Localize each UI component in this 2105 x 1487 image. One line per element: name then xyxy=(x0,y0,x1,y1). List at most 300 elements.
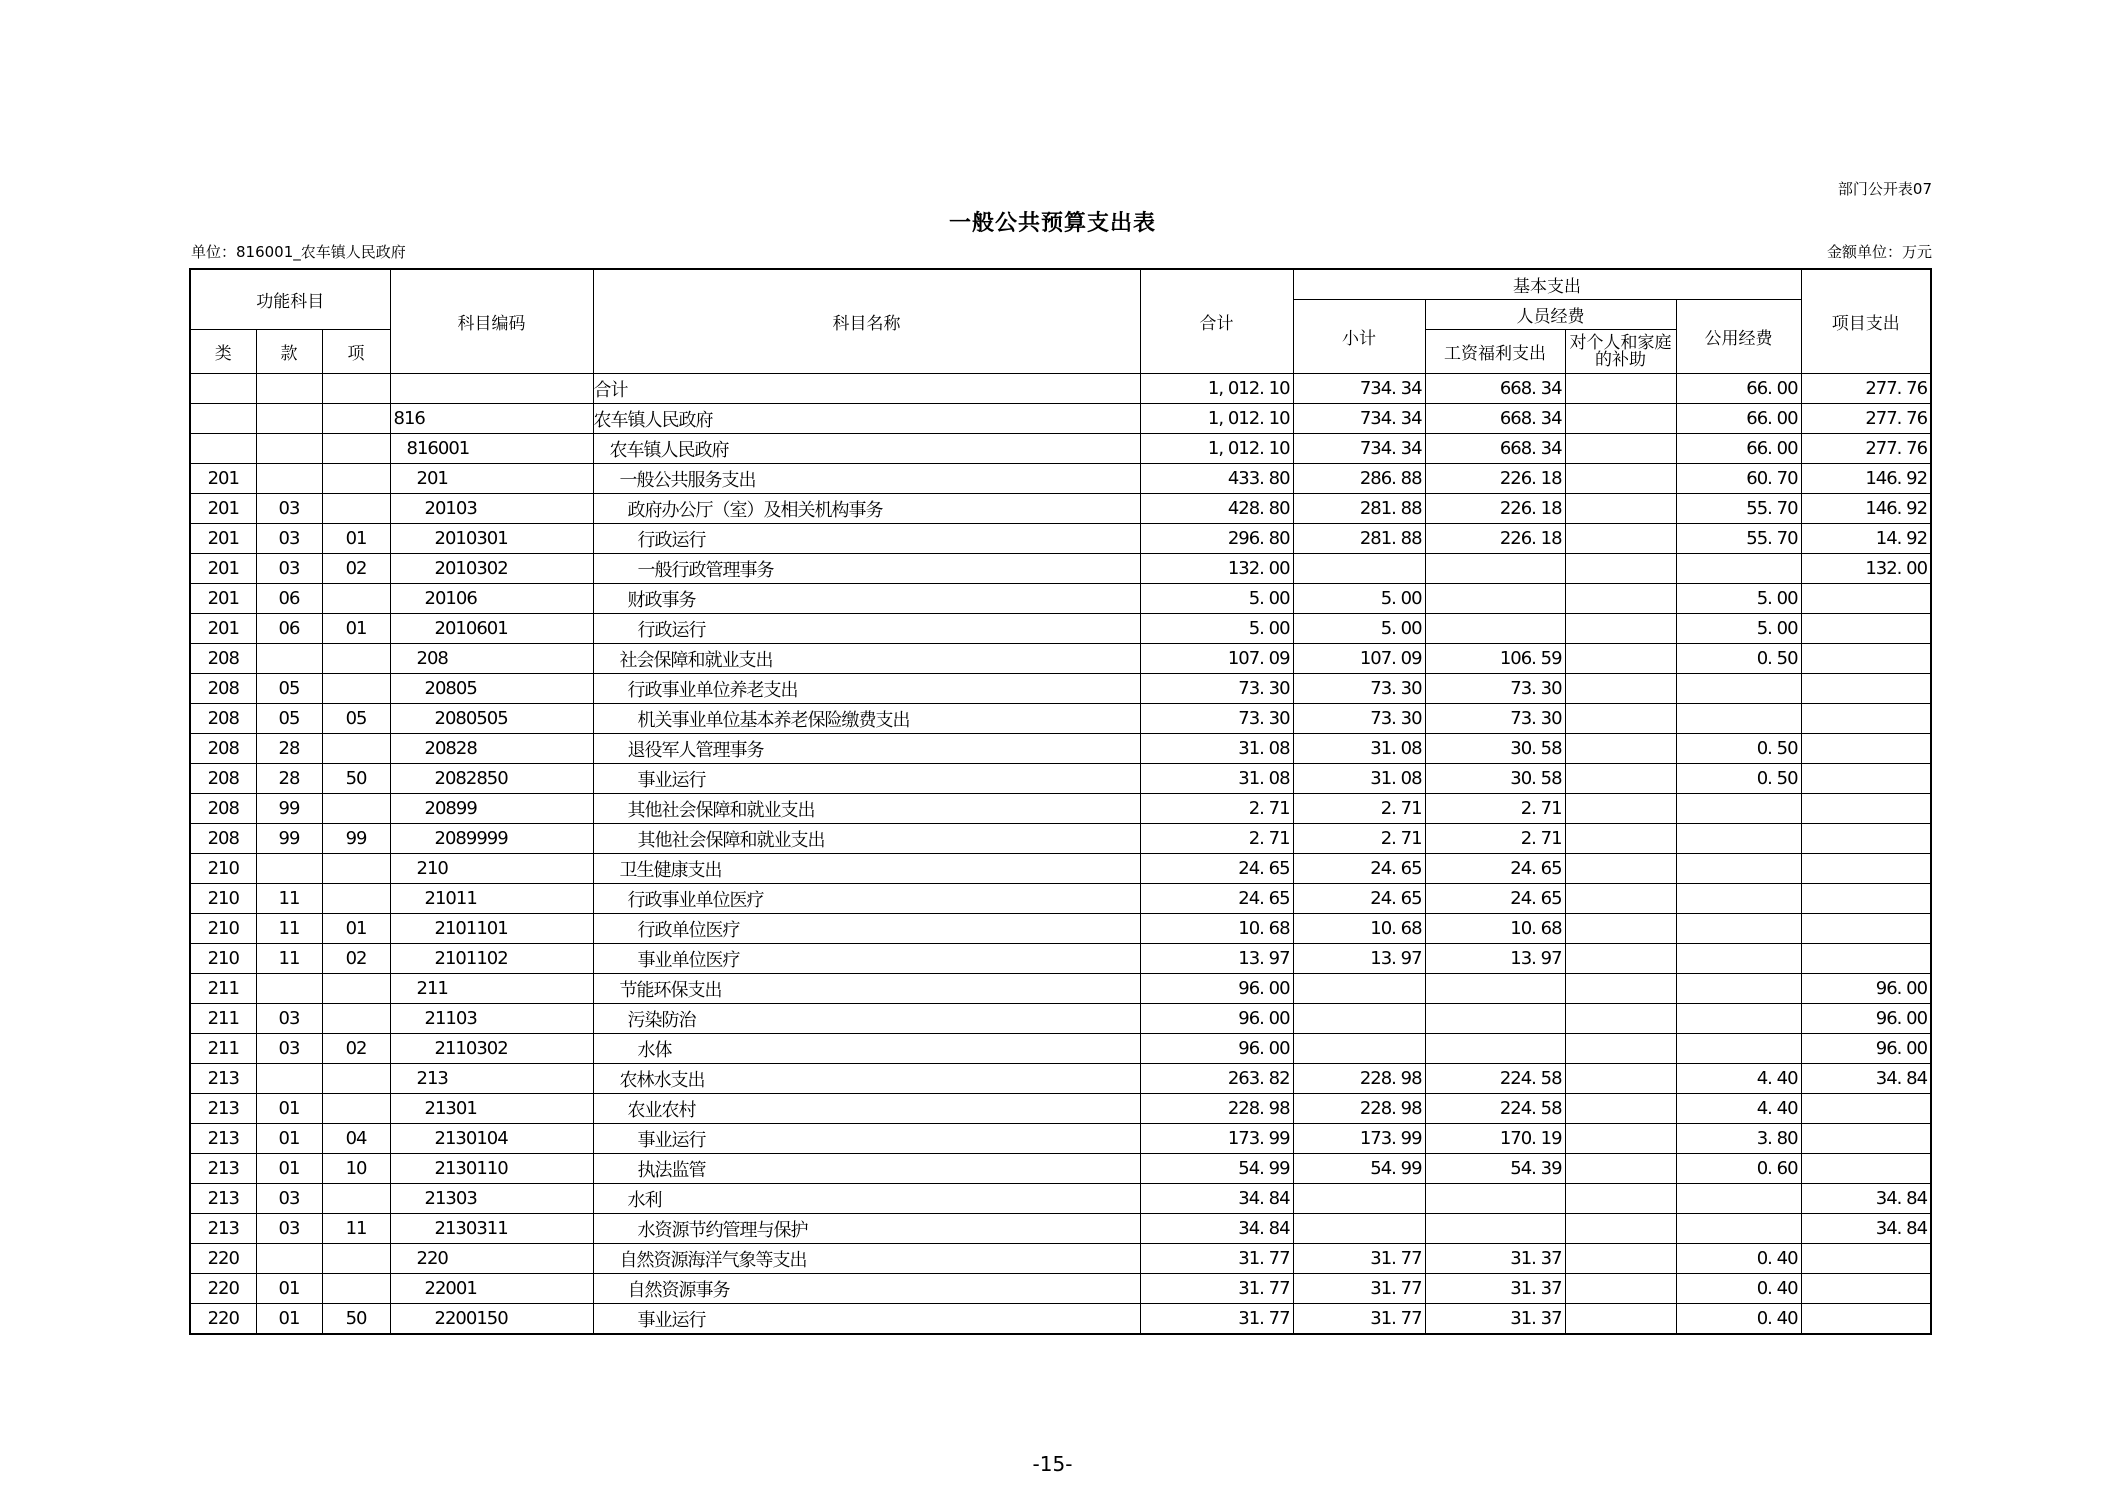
cell-total: 228. 98 xyxy=(1140,1094,1293,1124)
cell-wages: 106. 59 xyxy=(1425,644,1565,674)
cell-subsidy xyxy=(1565,464,1676,494)
cell-project xyxy=(1801,824,1931,854)
cell-subtotal: 24. 65 xyxy=(1293,884,1425,914)
cell-subsidy xyxy=(1565,1304,1676,1335)
cell-name: 自然资源事务 xyxy=(593,1274,1140,1304)
cell-xiang: 01 xyxy=(322,524,390,554)
cell-wages: 170. 19 xyxy=(1425,1124,1565,1154)
cell-kuan xyxy=(256,464,322,494)
cell-wages: 224. 58 xyxy=(1425,1094,1565,1124)
cell-project xyxy=(1801,1154,1931,1184)
cell-public: 60. 70 xyxy=(1676,464,1801,494)
cell-public xyxy=(1676,1214,1801,1244)
cell-kuan: 01 xyxy=(256,1124,322,1154)
table-row xyxy=(190,434,1931,464)
cell-lei xyxy=(190,434,256,464)
header-basic: 基本支出 xyxy=(1293,269,1801,300)
cell-xiang xyxy=(322,1004,390,1034)
cell-subtotal: 5. 00 xyxy=(1293,584,1425,614)
cell-project xyxy=(1801,1244,1931,1274)
cell-lei: 208 xyxy=(190,794,256,824)
header-subtotal: 小计 xyxy=(1293,300,1425,374)
cell-lei: 201 xyxy=(190,554,256,584)
page-number: -15- xyxy=(1032,1452,1073,1476)
cell-lei: 213 xyxy=(190,1154,256,1184)
cell-name: 自然资源海洋气象等支出 xyxy=(593,1244,1140,1274)
cell-total: 31. 08 xyxy=(1140,764,1293,794)
cell-project: 132. 00 xyxy=(1801,554,1931,584)
cell-lei: 213 xyxy=(190,1124,256,1154)
cell-total: 2. 71 xyxy=(1140,794,1293,824)
cell-name: 水体 xyxy=(593,1034,1140,1064)
cell-project xyxy=(1801,1304,1931,1335)
cell-name: 行政运行 xyxy=(593,524,1140,554)
cell-wages: 31. 37 xyxy=(1425,1244,1565,1274)
cell-subtotal: 73. 30 xyxy=(1293,704,1425,734)
cell-code: 20899 xyxy=(390,794,593,824)
cell-project xyxy=(1801,644,1931,674)
cell-subtotal: 10. 68 xyxy=(1293,914,1425,944)
cell-public xyxy=(1676,914,1801,944)
cell-name: 其他社会保障和就业支出 xyxy=(593,824,1140,854)
cell-name: 农车镇人民政府 xyxy=(593,404,1140,434)
cell-lei: 208 xyxy=(190,764,256,794)
budget-table xyxy=(189,268,1932,1335)
cell-wages: 668. 34 xyxy=(1425,434,1565,464)
cell-project xyxy=(1801,584,1931,614)
cell-subsidy xyxy=(1565,1124,1676,1154)
cell-subtotal: 5. 00 xyxy=(1293,614,1425,644)
cell-subtotal: 24. 65 xyxy=(1293,854,1425,884)
cell-public xyxy=(1676,554,1801,584)
cell-subtotal: 173. 99 xyxy=(1293,1124,1425,1154)
cell-xiang: 99 xyxy=(322,824,390,854)
cell-code: 2110302 xyxy=(390,1034,593,1064)
cell-project: 146. 92 xyxy=(1801,464,1931,494)
cell-public xyxy=(1676,824,1801,854)
cell-wages: 54. 39 xyxy=(1425,1154,1565,1184)
cell-public: 5. 00 xyxy=(1676,584,1801,614)
cell-total: 1, 012. 10 xyxy=(1140,404,1293,434)
cell-xiang: 01 xyxy=(322,914,390,944)
cell-project xyxy=(1801,794,1931,824)
cell-public: 5. 00 xyxy=(1676,614,1801,644)
cell-project: 96. 00 xyxy=(1801,974,1931,1004)
cell-kuan xyxy=(256,1064,322,1094)
cell-wages xyxy=(1425,554,1565,584)
cell-lei: 201 xyxy=(190,494,256,524)
cell-kuan: 11 xyxy=(256,944,322,974)
cell-kuan: 03 xyxy=(256,1034,322,1064)
cell-subtotal: 54. 99 xyxy=(1293,1154,1425,1184)
cell-public xyxy=(1676,1004,1801,1034)
cell-wages xyxy=(1425,1214,1565,1244)
cell-public: 3. 80 xyxy=(1676,1124,1801,1154)
cell-code: 21011 xyxy=(390,884,593,914)
table-row xyxy=(190,554,1931,584)
cell-wages: 24. 65 xyxy=(1425,884,1565,914)
table-row xyxy=(190,854,1931,884)
cell-name: 行政事业单位养老支出 xyxy=(593,674,1140,704)
cell-subsidy xyxy=(1565,734,1676,764)
form-number: 部门公开表07 xyxy=(1837,180,1932,198)
cell-subsidy xyxy=(1565,974,1676,1004)
cell-total: 428. 80 xyxy=(1140,494,1293,524)
cell-project xyxy=(1801,674,1931,704)
table-row xyxy=(190,734,1931,764)
cell-wages xyxy=(1425,1004,1565,1034)
table-row xyxy=(190,1214,1931,1244)
cell-subtotal xyxy=(1293,1004,1425,1034)
cell-lei: 210 xyxy=(190,944,256,974)
cell-total: 263. 82 xyxy=(1140,1064,1293,1094)
cell-public xyxy=(1676,944,1801,974)
cell-lei: 211 xyxy=(190,1034,256,1064)
cell-total: 24. 65 xyxy=(1140,884,1293,914)
cell-subsidy xyxy=(1565,1154,1676,1184)
cell-lei: 201 xyxy=(190,584,256,614)
cell-total: 96. 00 xyxy=(1140,1004,1293,1034)
cell-name: 卫生健康支出 xyxy=(593,854,1140,884)
cell-kuan: 03 xyxy=(256,1004,322,1034)
table-row xyxy=(190,884,1931,914)
cell-code: 20805 xyxy=(390,674,593,704)
header-personnel: 人员经费 xyxy=(1425,300,1676,330)
cell-wages: 73. 30 xyxy=(1425,704,1565,734)
cell-total: 296. 80 xyxy=(1140,524,1293,554)
table-row xyxy=(190,1274,1931,1304)
cell-subsidy xyxy=(1565,404,1676,434)
table-row xyxy=(190,674,1931,704)
cell-kuan: 05 xyxy=(256,704,322,734)
cell-public xyxy=(1676,794,1801,824)
table-row xyxy=(190,1004,1931,1034)
table-row xyxy=(190,914,1931,944)
cell-code: 2010601 xyxy=(390,614,593,644)
cell-lei: 220 xyxy=(190,1304,256,1335)
cell-kuan: 28 xyxy=(256,764,322,794)
header-lei: 类 xyxy=(190,330,256,374)
cell-xiang xyxy=(322,374,390,404)
cell-lei: 208 xyxy=(190,824,256,854)
table-row xyxy=(190,944,1931,974)
cell-name: 水利 xyxy=(593,1184,1140,1214)
cell-project xyxy=(1801,764,1931,794)
cell-lei: 208 xyxy=(190,644,256,674)
cell-public: 0. 50 xyxy=(1676,734,1801,764)
page-title: 一般公共预算支出表 xyxy=(948,211,1156,236)
cell-total: 73. 30 xyxy=(1140,704,1293,734)
cell-code: 816 xyxy=(390,404,593,434)
cell-xiang: 02 xyxy=(322,554,390,584)
cell-subtotal: 31. 77 xyxy=(1293,1244,1425,1274)
cell-total: 5. 00 xyxy=(1140,614,1293,644)
cell-xiang xyxy=(322,644,390,674)
table-row xyxy=(190,524,1931,554)
cell-xiang xyxy=(322,734,390,764)
unit-label: 单位：816001_农车镇人民政府 xyxy=(191,243,406,261)
cell-xiang xyxy=(322,974,390,1004)
cell-lei: 210 xyxy=(190,884,256,914)
cell-kuan: 01 xyxy=(256,1154,322,1184)
cell-kuan: 01 xyxy=(256,1274,322,1304)
cell-subtotal: 2. 71 xyxy=(1293,824,1425,854)
cell-public: 0. 50 xyxy=(1676,644,1801,674)
table-row xyxy=(190,764,1931,794)
cell-subsidy xyxy=(1565,884,1676,914)
cell-project: 277. 76 xyxy=(1801,434,1931,464)
cell-subtotal: 281. 88 xyxy=(1293,524,1425,554)
header-wages: 工资福利支出 xyxy=(1425,330,1565,374)
cell-kuan: 06 xyxy=(256,584,322,614)
cell-wages: 31. 37 xyxy=(1425,1274,1565,1304)
cell-xiang: 50 xyxy=(322,1304,390,1335)
cell-project: 14. 92 xyxy=(1801,524,1931,554)
cell-kuan: 05 xyxy=(256,674,322,704)
cell-xiang xyxy=(322,854,390,884)
cell-subsidy xyxy=(1565,524,1676,554)
cell-project: 96. 00 xyxy=(1801,1034,1931,1064)
cell-code: 21303 xyxy=(390,1184,593,1214)
cell-public: 0. 40 xyxy=(1676,1304,1801,1335)
cell-kuan: 06 xyxy=(256,614,322,644)
cell-xiang xyxy=(322,1274,390,1304)
cell-xiang: 02 xyxy=(322,944,390,974)
cell-subtotal: 734. 34 xyxy=(1293,434,1425,464)
cell-lei: 208 xyxy=(190,704,256,734)
cell-kuan: 01 xyxy=(256,1304,322,1335)
cell-xiang: 01 xyxy=(322,614,390,644)
cell-xiang xyxy=(322,794,390,824)
cell-public xyxy=(1676,704,1801,734)
cell-wages: 2. 71 xyxy=(1425,824,1565,854)
cell-xiang xyxy=(322,1094,390,1124)
cell-subsidy xyxy=(1565,374,1676,404)
cell-wages xyxy=(1425,614,1565,644)
table-row xyxy=(190,1124,1931,1154)
cell-lei: 210 xyxy=(190,854,256,884)
cell-name: 事业单位医疗 xyxy=(593,944,1140,974)
cell-subsidy xyxy=(1565,1214,1676,1244)
cell-total: 13. 97 xyxy=(1140,944,1293,974)
cell-subtotal xyxy=(1293,1214,1425,1244)
cell-kuan xyxy=(256,974,322,1004)
cell-kuan: 03 xyxy=(256,554,322,584)
cell-code: 2010301 xyxy=(390,524,593,554)
cell-public: 66. 00 xyxy=(1676,374,1801,404)
cell-public: 66. 00 xyxy=(1676,434,1801,464)
cell-subtotal: 2. 71 xyxy=(1293,794,1425,824)
cell-wages: 226. 18 xyxy=(1425,494,1565,524)
header-total: 合计 xyxy=(1140,269,1293,374)
cell-total: 132. 00 xyxy=(1140,554,1293,584)
cell-subsidy xyxy=(1565,704,1676,734)
header-xiang: 项 xyxy=(322,330,390,374)
cell-name: 行政事业单位医疗 xyxy=(593,884,1140,914)
cell-xiang xyxy=(322,464,390,494)
cell-public: 4. 40 xyxy=(1676,1094,1801,1124)
cell-subsidy xyxy=(1565,1184,1676,1214)
cell-code: 2130110 xyxy=(390,1154,593,1184)
cell-project xyxy=(1801,1274,1931,1304)
cell-project xyxy=(1801,734,1931,764)
cell-subsidy xyxy=(1565,434,1676,464)
cell-code: 213 xyxy=(390,1064,593,1094)
table-row xyxy=(190,1184,1931,1214)
cell-kuan: 11 xyxy=(256,914,322,944)
cell-total: 1, 012. 10 xyxy=(1140,434,1293,464)
cell-subsidy xyxy=(1565,494,1676,524)
cell-wages: 24. 65 xyxy=(1425,854,1565,884)
cell-code: 201 xyxy=(390,464,593,494)
cell-project: 34. 84 xyxy=(1801,1064,1931,1094)
cell-public: 0. 40 xyxy=(1676,1274,1801,1304)
cell-subtotal xyxy=(1293,1034,1425,1064)
cell-code: 2089999 xyxy=(390,824,593,854)
cell-lei: 208 xyxy=(190,734,256,764)
cell-xiang: 04 xyxy=(322,1124,390,1154)
cell-code: 20106 xyxy=(390,584,593,614)
cell-subsidy xyxy=(1565,1064,1676,1094)
cell-total: 173. 99 xyxy=(1140,1124,1293,1154)
cell-wages: 73. 30 xyxy=(1425,674,1565,704)
cell-total: 31. 77 xyxy=(1140,1304,1293,1335)
cell-subtotal: 31. 77 xyxy=(1293,1274,1425,1304)
cell-total: 96. 00 xyxy=(1140,1034,1293,1064)
cell-code: 2080505 xyxy=(390,704,593,734)
cell-xiang: 02 xyxy=(322,1034,390,1064)
header-kuan: 款 xyxy=(256,330,322,374)
cell-project xyxy=(1801,1094,1931,1124)
cell-total: 34. 84 xyxy=(1140,1184,1293,1214)
table-row xyxy=(190,494,1931,524)
cell-subsidy xyxy=(1565,944,1676,974)
cell-subsidy xyxy=(1565,1244,1676,1274)
cell-name: 水资源节约管理与保护 xyxy=(593,1214,1140,1244)
cell-code: 2101101 xyxy=(390,914,593,944)
table-row xyxy=(190,704,1931,734)
cell-subtotal: 281. 88 xyxy=(1293,494,1425,524)
cell-total: 433. 80 xyxy=(1140,464,1293,494)
cell-subtotal: 73. 30 xyxy=(1293,674,1425,704)
cell-subtotal: 13. 97 xyxy=(1293,944,1425,974)
money-unit-label: 金额单位：万元 xyxy=(1826,243,1932,261)
cell-name: 其他社会保障和就业支出 xyxy=(593,794,1140,824)
cell-project xyxy=(1801,614,1931,644)
cell-wages: 668. 34 xyxy=(1425,374,1565,404)
cell-name: 节能环保支出 xyxy=(593,974,1140,1004)
cell-subtotal: 734. 34 xyxy=(1293,404,1425,434)
cell-project: 34. 84 xyxy=(1801,1214,1931,1244)
cell-subtotal: 31. 08 xyxy=(1293,764,1425,794)
cell-subsidy xyxy=(1565,794,1676,824)
cell-name: 机关事业单位基本养老保险缴费支出 xyxy=(593,704,1140,734)
cell-public: 0. 40 xyxy=(1676,1244,1801,1274)
cell-kuan: 03 xyxy=(256,1214,322,1244)
cell-kuan: 11 xyxy=(256,884,322,914)
header-public: 公用经费 xyxy=(1676,300,1801,374)
cell-wages: 224. 58 xyxy=(1425,1064,1565,1094)
cell-public: 0. 50 xyxy=(1676,764,1801,794)
cell-public xyxy=(1676,854,1801,884)
table-row xyxy=(190,794,1931,824)
cell-total: 34. 84 xyxy=(1140,1214,1293,1244)
cell-project: 96. 00 xyxy=(1801,1004,1931,1034)
cell-kuan xyxy=(256,644,322,674)
cell-wages: 226. 18 xyxy=(1425,524,1565,554)
cell-wages: 30. 58 xyxy=(1425,734,1565,764)
header-project: 项目支出 xyxy=(1801,269,1931,374)
cell-total: 96. 00 xyxy=(1140,974,1293,1004)
cell-wages: 2. 71 xyxy=(1425,794,1565,824)
cell-wages: 13. 97 xyxy=(1425,944,1565,974)
cell-lei: 213 xyxy=(190,1184,256,1214)
cell-subtotal xyxy=(1293,554,1425,584)
cell-total: 54. 99 xyxy=(1140,1154,1293,1184)
cell-lei: 210 xyxy=(190,914,256,944)
cell-subtotal xyxy=(1293,974,1425,1004)
cell-name: 事业运行 xyxy=(593,1304,1140,1335)
cell-kuan: 28 xyxy=(256,734,322,764)
cell-public: 55. 70 xyxy=(1676,494,1801,524)
cell-lei: 211 xyxy=(190,1004,256,1034)
cell-wages: 226. 18 xyxy=(1425,464,1565,494)
cell-code: 816001 xyxy=(390,434,593,464)
cell-subtotal: 107. 09 xyxy=(1293,644,1425,674)
cell-name: 退役军人管理事务 xyxy=(593,734,1140,764)
cell-public: 66. 00 xyxy=(1676,404,1801,434)
cell-total: 107. 09 xyxy=(1140,644,1293,674)
cell-name: 行政运行 xyxy=(593,614,1140,644)
cell-subsidy xyxy=(1565,674,1676,704)
cell-xiang xyxy=(322,494,390,524)
cell-lei: 213 xyxy=(190,1064,256,1094)
cell-wages xyxy=(1425,584,1565,614)
table-row xyxy=(190,1094,1931,1124)
cell-name: 污染防治 xyxy=(593,1004,1140,1034)
cell-project: 34. 84 xyxy=(1801,1184,1931,1214)
cell-name: 财政事务 xyxy=(593,584,1140,614)
cell-code: 211 xyxy=(390,974,593,1004)
cell-lei: 220 xyxy=(190,1274,256,1304)
cell-name: 事业运行 xyxy=(593,764,1140,794)
cell-subtotal: 734. 34 xyxy=(1293,374,1425,404)
cell-code: 210 xyxy=(390,854,593,884)
cell-total: 31. 77 xyxy=(1140,1274,1293,1304)
cell-kuan: 03 xyxy=(256,494,322,524)
cell-kuan xyxy=(256,434,322,464)
cell-public xyxy=(1676,1184,1801,1214)
cell-wages xyxy=(1425,1184,1565,1214)
table-row xyxy=(190,644,1931,674)
cell-lei xyxy=(190,374,256,404)
cell-code: 22001 xyxy=(390,1274,593,1304)
cell-kuan xyxy=(256,374,322,404)
table-row xyxy=(190,464,1931,494)
cell-public xyxy=(1676,674,1801,704)
cell-xiang xyxy=(322,884,390,914)
cell-public: 4. 40 xyxy=(1676,1064,1801,1094)
cell-total: 2. 71 xyxy=(1140,824,1293,854)
cell-kuan: 03 xyxy=(256,524,322,554)
cell-kuan: 99 xyxy=(256,824,322,854)
cell-lei: 201 xyxy=(190,614,256,644)
cell-xiang xyxy=(322,674,390,704)
cell-name: 事业运行 xyxy=(593,1124,1140,1154)
cell-total: 1, 012. 10 xyxy=(1140,374,1293,404)
table-row xyxy=(190,374,1931,404)
header-code: 科目编码 xyxy=(390,269,593,374)
